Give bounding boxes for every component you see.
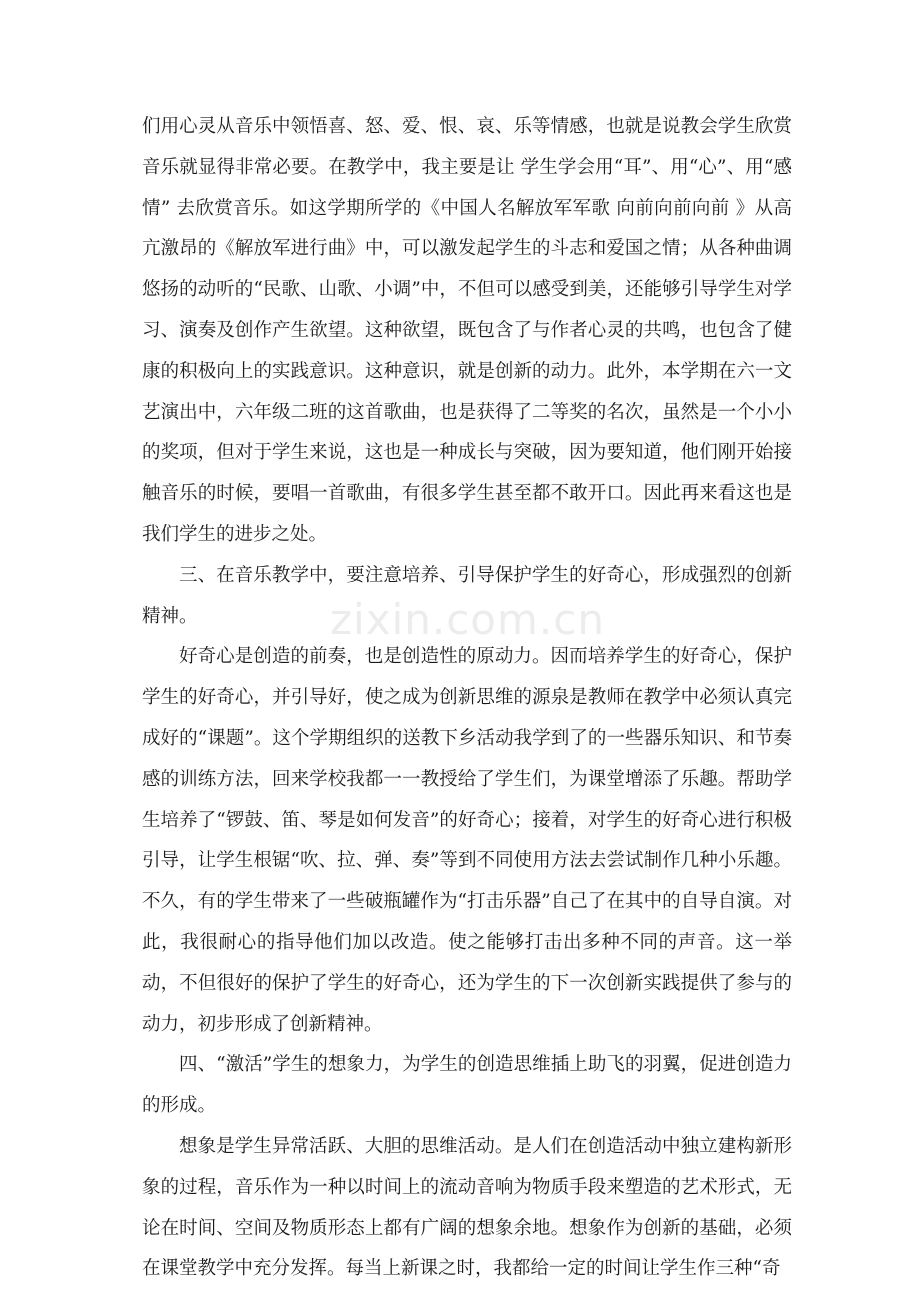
paragraph-imagination: 想象是学生异常活跃、大胆的思维活动。是人们在创造活动中独立建构新形象的过程，音乐作为一种以时间上的流动音响为物质手段来塑造的艺术形式，无论在时间、空间及物质形态上都有广阔的想象余地。想象作为创新的基础，必须在课堂教学中充分发挥。每当上新课之时，我都给一定的时间让学生作三种“奇 [142,1135,792,1280]
paragraph-continuation: 们用心灵从音乐中领悟喜、怒、爱、恨、哀、乐等情感，也就是说教会学生欣赏音乐就显得非常必要。在教学中，我主要是让 学生学会用“耳”、用“心”、用“感情” 去欣赏音乐。如这学期所学的《中国人名解放军军歌 向前向前向前 》从高亢激昂的《解放军进行曲》中，可以激发起学生的斗志和爱国之情；从各种曲调悠扬的动听的“民歌、山歌、小调”中，不但可以感受到美，还能够引导学生对学习、演奏及创作产生欲望。这种欲望，既包含了与作者心灵的共鸣，也包含了健康的积极向上的实践意识。这种意识，就是创新的动力。此外，本学期在六一文艺演出中，六年级二班的这首歌曲，也是获得了二等奖的名次，虽然是一个小小的奖项，但对于学生来说，这也是一种成长与突破，因为要知道，他们刚开始接触音乐的时候，要唱一首歌曲，有很多学生甚至都不敢开口。因此再来看这也是我们学生的进步之处。 [142,116,792,545]
document-body [142,107,792,1290]
watermark: zixin.com.cn [330,595,605,644]
section-heading-three: 三、在音乐教学中，要注意培养、引导保护学生的好奇心，形成强烈的创新精神。 [142,564,792,627]
section-heading-four: 四、“激活”学生的想象力，为学生的创造思维插上助飞的羽翼，促进创造力的形成。 [142,1054,792,1117]
paragraph-curiosity: 好奇心是创造的前奏，也是创造性的原动力。因而培养学生的好奇心，保护学生的好奇心，并引导好，使之成为创新思维的源泉是教师在教学中必须认真完成好的“课题”。这个学期组织的送教下乡活动我学到了的一些器乐知识、和节奏感的训练方法，回来学校我都一一教授给了学生们，为课堂增添了乐趣。帮助学生培养了“锣鼓、笛、琴是如何发音”的好奇心；接着，对学生的好奇心进行积极引导，让学生根锯“吹、拉、弹、奏”等到不同使用方法去尝试制作几种小乐趣。不久，有的学生带来了一些破瓶罐作为“打击乐器”自己了在其中的自导自演。对此，我很耐心的指导他们加以改造。使之能够打击出多种不同的声音。这一举动，不但很好的保护了学生的好奇心，还为学生的下一次创新实践提供了参与的动力，初步形成了创新精神。 [142,646,792,1035]
